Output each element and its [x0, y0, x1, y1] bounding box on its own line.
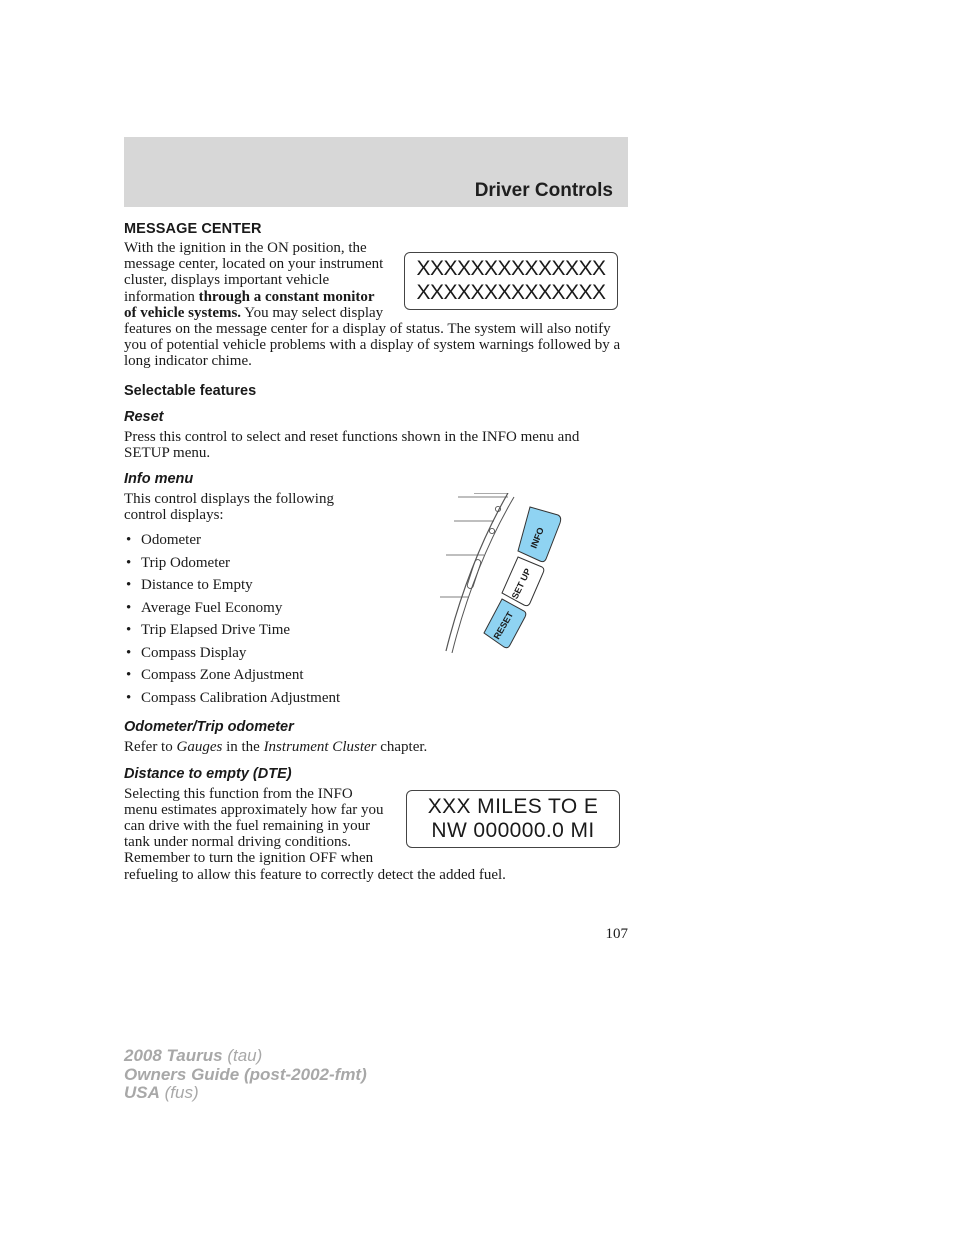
document-footer [124, 1047, 367, 1103]
message-center-display [404, 252, 618, 310]
chapter-title: Driver Controls [474, 180, 613, 201]
display-line-1: XXXXXXXXXXXXXX [416, 257, 606, 280]
info-menu-item: • Distance to Empty [124, 574, 628, 597]
dte-display [406, 790, 620, 848]
info-menu-list [124, 529, 628, 709]
subheading-reset: Reset [124, 408, 164, 425]
dte-description: Selecting this function from the INFO menu estimates approximately how far you can drive with the fuel remaining in your tank under normal driving conditions. Remember to turn the ignition OFF when refueling to allow this feature to correctly detect the added fuel. [124, 785, 506, 883]
subheading-dte: Distance to empty (DTE) [124, 765, 292, 782]
footer-line-1 [124, 1047, 367, 1066]
page-content [124, 221, 628, 883]
dte-display-line-1: XXX MILES TO E [427, 794, 599, 818]
display-line-2: XXXXXXXXXXXXXX [416, 281, 606, 304]
footer-guide: Owners Guide (post-2002-fmt) [124, 1064, 367, 1084]
intro-bold-text: through a constant monitor of vehicle systems. [124, 288, 375, 321]
info-menu-item: • Average Fuel Economy [124, 597, 628, 620]
subheading-selectable-features: Selectable features [124, 382, 257, 399]
info-menu-item: • Odometer [124, 529, 628, 552]
page-number: 107 [605, 926, 628, 942]
odometer-text-2: in the [222, 739, 264, 756]
odometer-text-1: Refer to [124, 739, 177, 756]
odometer-description [124, 739, 628, 755]
info-menu-item: • Compass Zone Adjustment [124, 664, 628, 687]
footer-market: USA [124, 1083, 160, 1102]
footer-model-code: (tau) [227, 1046, 263, 1065]
footer-line-3 [124, 1084, 367, 1103]
intro-rest-text: You may select display features on the message center for a display of status. The system will also notify you of potential vehicle problems with a display of system warnings followed by a long indicator chime. [124, 304, 621, 370]
info-button-label: INFO [528, 526, 546, 550]
info-menu-item: • Trip Odometer [124, 552, 628, 575]
footer-line-2 [124, 1066, 367, 1085]
info-menu-item: • Trip Elapsed Drive Time [124, 619, 628, 642]
reset-description: Press this control to select and reset functions shown in the INFO menu and SETUP menu. [124, 428, 580, 461]
setup-button-label: SET UP [509, 566, 533, 601]
reset-button-label: RESET [491, 610, 516, 642]
gauges-reference: Gauges [176, 739, 223, 756]
subheading-info-menu: Info menu [124, 471, 194, 488]
info-menu-item: • Compass Calibration Adjustment [124, 687, 628, 710]
odometer-text-3: chapter. [376, 739, 428, 756]
subheading-odometer: Odometer/Trip odometer [124, 719, 294, 736]
footer-market-code: (fus) [164, 1083, 199, 1102]
footer-model: 2008 Taurus [124, 1046, 223, 1065]
intro-text: With the ignition in the ON position, the message center, located on your instrument cluster, displays important vehicle information [124, 240, 384, 305]
section-heading-message-center: MESSAGE CENTER [124, 221, 262, 237]
header-band [124, 137, 628, 207]
info-menu-item: • Compass Display [124, 642, 628, 665]
info-menu-intro: This control displays the following control displays: [124, 491, 334, 524]
instrument-cluster-reference: Instrument Cluster [263, 739, 377, 756]
dte-display-line-2: NW 000000.0 MI [431, 818, 595, 842]
